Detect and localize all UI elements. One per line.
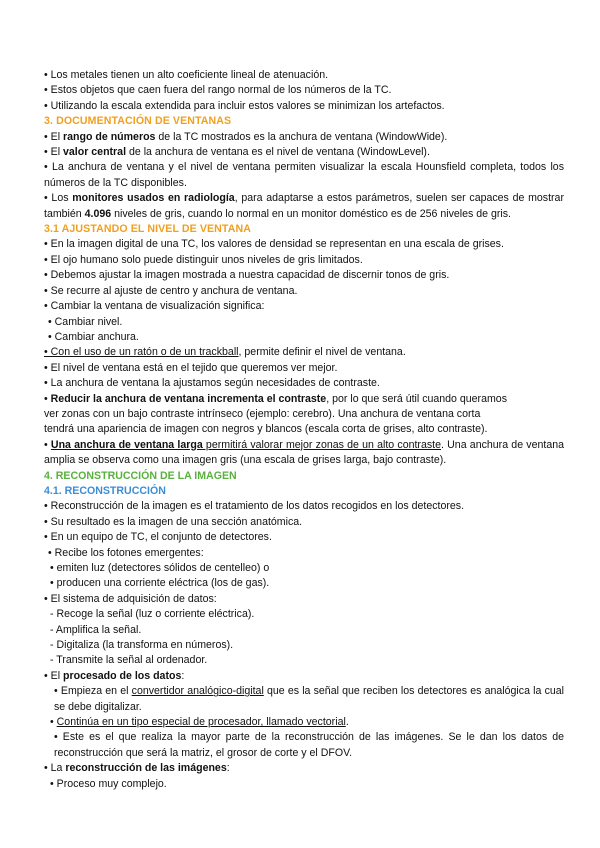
- heading-reconstruccion: 4.1. RECONSTRUCCIÓN: [44, 484, 166, 497]
- bullet-reconstruccion-imagenes: • La reconstrucción de las imágenes:: [44, 762, 230, 775]
- sub-emiten-luz: • emiten luz (detectores sólidos de centelleo) o: [50, 562, 270, 574]
- heading-documentacion-ventanas: 3. DOCUMENTACIÓN DE VENTANAS: [44, 115, 232, 128]
- bullet-valor-central: • El valor central de la anchura de ventana es el nivel de ventana (WindowLevel).: [44, 146, 430, 159]
- bullet-objetos: • Estos objetos que caen fuera del rango normal de los números de la TC.: [44, 84, 392, 97]
- bullet-reconstruccion-tratamiento: • Reconstrucción de la imagen es el tratamiento de los datos recogidos en los detectores.: [44, 500, 465, 513]
- heading-ajustando-nivel: 3.1 AJUSTANDO EL NIVEL DE VENTANA: [44, 223, 251, 236]
- bullet-equipo-tc: • En un equipo de TC, el conjunto de detectores.: [44, 531, 272, 544]
- document-page: [44, 68, 564, 792]
- bullet-raton-trackball: • Con el uso de un ratón o de un trackball, permite definir el nivel de ventana.: [44, 346, 406, 359]
- dash-amplifica: - Amplifica la señal.: [50, 623, 142, 636]
- sub-convertidor: • Empieza en el convertidor analógico-digital que es la señal que reciben los detectores es analógica la cual se debe digitalizar.: [54, 685, 564, 713]
- bullet-hounsfield: • La anchura de ventana y el nivel de ventana permiten visualizar la escala Hounsfield completa, todos los números de la TC disponibles.: [44, 161, 564, 189]
- bullet-reducir-anchura: • Reducir la anchura de ventana incrementa el contraste, por lo que será útil cuando queramos: [44, 392, 507, 405]
- bullet-cambiar-ventana: • Cambiar la ventana de visualización significa:: [44, 300, 265, 313]
- bullet-centro-anchura: • Se recurre al ajuste de centro y anchura de ventana.: [44, 284, 298, 297]
- sub-cambiar-anchura: • Cambiar anchura.: [48, 330, 139, 343]
- sub-cambiar-nivel: • Cambiar nivel.: [48, 315, 123, 328]
- sub-reconstruccion-datos: • Este es el que realiza la mayor parte de la reconstrucción de las imágenes. Se le dan los datos de reconstrucción que será la matriz, el grosor de corte y el DFOV.: [54, 731, 564, 759]
- dash-digitaliza: - Digitaliza (la transforma en números).: [50, 639, 234, 652]
- bullet-imagen-digital: • En la imagen digital de una TC, los valores de densidad se representan en una escala de grises.: [44, 238, 504, 251]
- bullet-recibe-fotones: • Recibe los fotones emergentes:: [48, 546, 204, 559]
- text-apariencia-imagen: tendrá una apariencia de imagen con negros y blancos (escala corta de grises, alto contraste).: [44, 423, 488, 436]
- bullet-nivel-tejido: • El nivel de ventana está en el tejido que queremos ver mejor.: [44, 361, 338, 374]
- bullet-procesado-datos: • El procesado de los datos:: [44, 669, 185, 682]
- dash-recoge-senal: - Recoge la señal (luz o corriente eléctrica).: [50, 608, 255, 621]
- heading-reconstruccion-imagen: 4. RECONSTRUCCIÓN DE LA IMAGEN: [44, 469, 237, 482]
- bullet-anchura-larga: • Una anchura de ventana larga permitirá valorar mejor zonas de un alto contraste. Una anchura de ventana amplia se observa como una imagen gris (una escala de grises larga, bajo contraste).: [44, 438, 564, 467]
- text-zonas-bajo-contraste: ver zonas con un bajo contraste intrínseco (ejemplo: cerebro). Una anchura de ventana corta: [44, 407, 481, 420]
- bullet-anchura-contraste: • La anchura de ventana la ajustamos según necesidades de contraste.: [44, 377, 380, 390]
- bullet-metales: • Los metales tienen un alto coeficiente lineal de atenuación.: [44, 69, 329, 81]
- dash-transmite: - Transmite la señal al ordenador.: [50, 654, 208, 667]
- sub-procesador-vectorial: • Continúa en un tipo especial de procesador, llamado vectorial.: [50, 716, 349, 729]
- bullet-escala-extendida: • Utilizando la escala extendida para incluir estos valores se minimizan los artefactos.: [44, 99, 445, 112]
- sub-proceso-complejo: • Proceso muy complejo.: [50, 777, 167, 790]
- bullet-resultado: • Su resultado es la imagen de una sección anatómica.: [44, 515, 303, 528]
- sub-corriente-electrica: • producen una corriente eléctrica (los de gas).: [50, 577, 270, 590]
- bullet-monitores: • Los monitores usados en radiología, para adaptarse a estos parámetros, suelen ser capaces de mostrar también 4.096 niveles de gris, cuando lo normal en un monitor doméstico es de 256 niveles de gris.: [44, 192, 564, 220]
- bullet-ojo-humano: • El ojo humano solo puede distinguir unos niveles de gris limitados.: [44, 253, 363, 266]
- bullet-ajustar-imagen: • Debemos ajustar la imagen mostrada a nuestra capacidad de discernir tonos de gris.: [44, 269, 450, 282]
- bullet-sistema-adquisicion: • El sistema de adquisición de datos:: [44, 592, 217, 605]
- bullet-rango-numeros: • El rango de números de la TC mostrados es la anchura de ventana (WindowWide).: [44, 130, 448, 143]
